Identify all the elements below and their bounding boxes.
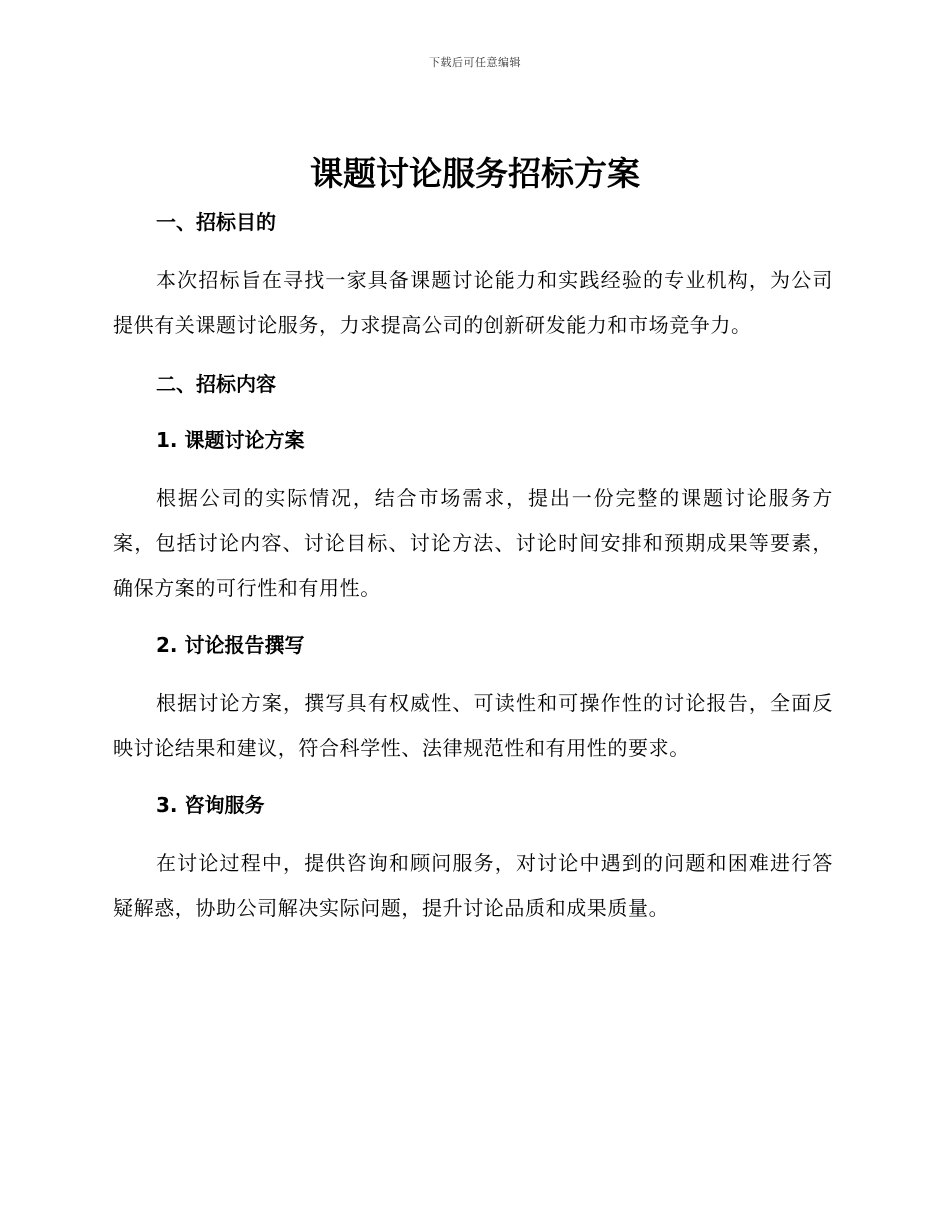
section-paragraph-purpose: 本次招标旨在寻找一家具备课题讨论能力和实践经验的专业机构，为公司提供有关课题讨论服务，力求提高公司的创新研发能力和市场竞争力。 — [113, 268, 833, 337]
subsection-heading-report: 2. 讨论报告撰写 — [156, 633, 305, 657]
document-title: 课题讨论服务招标方案 — [310, 154, 640, 193]
subsection-paragraph-consulting: 在讨论过程中，提供咨询和顾问服务，对讨论中遇到的问题和困难进行答疑解惑，协助公司解决实际问题，提升讨论品质和成果质量。 — [113, 851, 833, 920]
section-heading-content: 二、招标内容 — [156, 372, 276, 396]
section-heading-purpose: 一、招标目的 — [156, 210, 276, 234]
page-header-note: 下载后可任意编辑 — [429, 56, 521, 69]
subsection-heading-consulting: 3. 咨询服务 — [156, 793, 265, 817]
subsection-paragraph-report: 根据讨论方案，撰写具有权威性、可读性和可操作性的讨论报告，全面反映讨论结果和建议，符合科学性、法律规范性和有用性的要求。 — [113, 691, 833, 760]
document-body — [113, 200, 833, 931]
subsection-heading-plan: 1. 课题讨论方案 — [156, 428, 305, 452]
subsection-paragraph-plan: 根据公司的实际情况，结合市场需求，提出一份完整的课题讨论服务方案，包括讨论内容、讨论目标、讨论方法、讨论时间安排和预期成果等要素，确保方案的可行性和有用性。 — [113, 486, 833, 600]
